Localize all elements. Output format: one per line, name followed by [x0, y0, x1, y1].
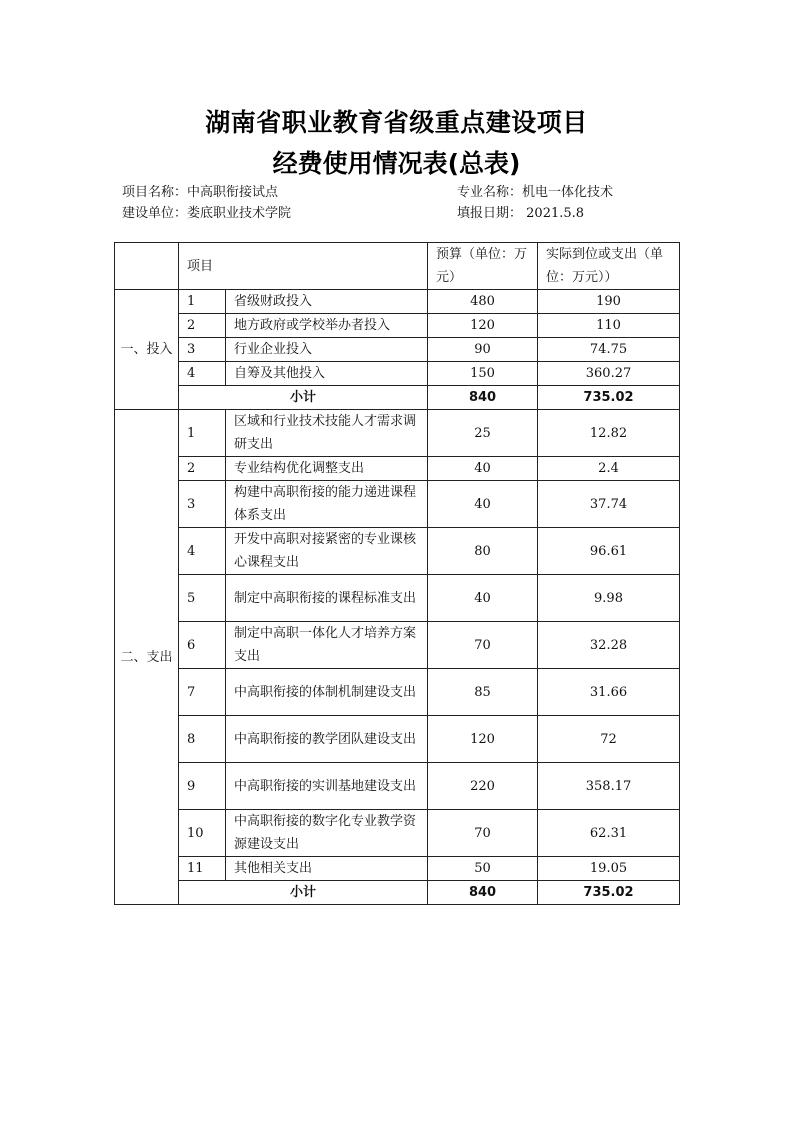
row-budget: 80: [428, 528, 538, 575]
table-row: [115, 290, 680, 314]
row-budget: 70: [428, 622, 538, 669]
row-budget: 220: [428, 763, 538, 810]
row-actual: 358.17: [538, 763, 680, 810]
row-name: 中高职衔接的实训基地建设支出: [226, 763, 428, 810]
row-actual: 37.74: [538, 481, 680, 528]
document-subtitle: 经费使用情况表(总表): [272, 149, 521, 178]
row-name: 行业企业投入: [226, 338, 428, 362]
row-name: 地方政府或学校举办者投入: [226, 314, 428, 338]
subtotal-budget: 840: [428, 881, 538, 905]
row-name: 中高职衔接的教学团队建设支出: [226, 716, 428, 763]
project-name-label: 项目名称：: [122, 185, 188, 200]
row-name: 专业结构优化调整支出: [226, 457, 428, 481]
row-budget: 85: [428, 669, 538, 716]
row-actual: 110: [538, 314, 680, 338]
date-value: 2021.5.8: [522, 206, 585, 221]
subtotal-label: 小计: [179, 881, 428, 905]
row-name: 区域和行业技术技能人才需求调研支出: [226, 410, 428, 457]
row-number: 4: [179, 362, 226, 386]
row-budget: 150: [428, 362, 538, 386]
table-row: [115, 362, 680, 386]
row-name: 中高职衔接的数字化专业教学资源建设支出: [226, 810, 428, 857]
row-actual: 62.31: [538, 810, 680, 857]
document-title: 湖南省职业教育省级重点建设项目: [205, 108, 588, 137]
expense-category-cell: 二、支出: [115, 410, 179, 905]
row-name: 开发中高职对接紧密的专业课核心课程支出: [226, 528, 428, 575]
row-number: 10: [179, 810, 226, 857]
income-category-cell: 一、投入: [115, 290, 179, 410]
row-budget: 480: [428, 290, 538, 314]
subtotal-actual: 735.02: [538, 386, 680, 410]
unit-line: [122, 202, 291, 221]
unit-label: 建设单位：: [122, 206, 188, 221]
row-actual: 12.82: [538, 410, 680, 457]
row-number: 8: [179, 716, 226, 763]
row-actual: 32.28: [538, 622, 680, 669]
row-name: 自筹及其他投入: [226, 362, 428, 386]
row-number: 1: [179, 290, 226, 314]
row-actual: 74.75: [538, 338, 680, 362]
table-header-row: [115, 243, 680, 290]
table-row: [115, 410, 680, 457]
row-number: 2: [179, 314, 226, 338]
row-actual: 72: [538, 716, 680, 763]
row-actual: 96.61: [538, 528, 680, 575]
header-blank-cell: [115, 243, 179, 290]
date-line: [457, 202, 584, 221]
row-number: 1: [179, 410, 226, 457]
major-label: 专业名称：: [457, 185, 523, 200]
row-actual: 2.4: [538, 457, 680, 481]
table-row: [115, 716, 680, 763]
row-actual: 31.66: [538, 669, 680, 716]
row-number: 4: [179, 528, 226, 575]
unit-value: 娄底职业技术学院: [187, 206, 292, 221]
row-name: 制定中高职一体化人才培养方案支出: [226, 622, 428, 669]
table-row: [115, 338, 680, 362]
header-actual: 实际到位或支出（单位：万元））: [538, 243, 680, 290]
table-row: [115, 528, 680, 575]
income-subtotal-row: [115, 386, 680, 410]
header-item: 项目: [179, 243, 428, 290]
row-budget: 40: [428, 457, 538, 481]
row-budget: 90: [428, 338, 538, 362]
row-budget: 120: [428, 314, 538, 338]
row-number: 9: [179, 763, 226, 810]
subtotal-budget: 840: [428, 386, 538, 410]
project-name-value: 中高职衔接试点: [187, 185, 279, 200]
expense-table: [114, 242, 680, 905]
table-row: [115, 575, 680, 622]
table-row: [115, 763, 680, 810]
row-number: 5: [179, 575, 226, 622]
row-budget: 50: [428, 857, 538, 881]
row-name: 构建中高职衔接的能力递进课程体系支出: [226, 481, 428, 528]
expense-subtotal-row: [115, 881, 680, 905]
row-name: 其他相关支出: [226, 857, 428, 881]
table-row: [115, 314, 680, 338]
row-name: 中高职衔接的体制机制建设支出: [226, 669, 428, 716]
table-row: [115, 457, 680, 481]
subtotal-actual: 735.02: [538, 881, 680, 905]
project-name-line: [122, 181, 278, 200]
row-number: 2: [179, 457, 226, 481]
row-number: 11: [179, 857, 226, 881]
table-row: [115, 669, 680, 716]
subtotal-label: 小计: [179, 386, 428, 410]
table-row: [115, 622, 680, 669]
row-actual: 19.05: [538, 857, 680, 881]
row-actual: 9.98: [538, 575, 680, 622]
table-row: [115, 481, 680, 528]
row-number: 6: [179, 622, 226, 669]
major-line: [457, 181, 613, 200]
row-name: 制定中高职衔接的课程标准支出: [226, 575, 428, 622]
table-row: [115, 857, 680, 881]
row-budget: 40: [428, 575, 538, 622]
row-budget: 120: [428, 716, 538, 763]
row-number: 3: [179, 338, 226, 362]
row-budget: 40: [428, 481, 538, 528]
date-label: 填报日期：: [457, 206, 523, 221]
row-budget: 70: [428, 810, 538, 857]
row-name: 省级财政投入: [226, 290, 428, 314]
row-budget: 25: [428, 410, 538, 457]
row-actual: 190: [538, 290, 680, 314]
header-budget: 预算（单位：万元）: [428, 243, 538, 290]
row-number: 3: [179, 481, 226, 528]
row-number: 7: [179, 669, 226, 716]
row-actual: 360.27: [538, 362, 680, 386]
major-value: 机电一体化技术: [522, 185, 614, 200]
table-row: [115, 810, 680, 857]
